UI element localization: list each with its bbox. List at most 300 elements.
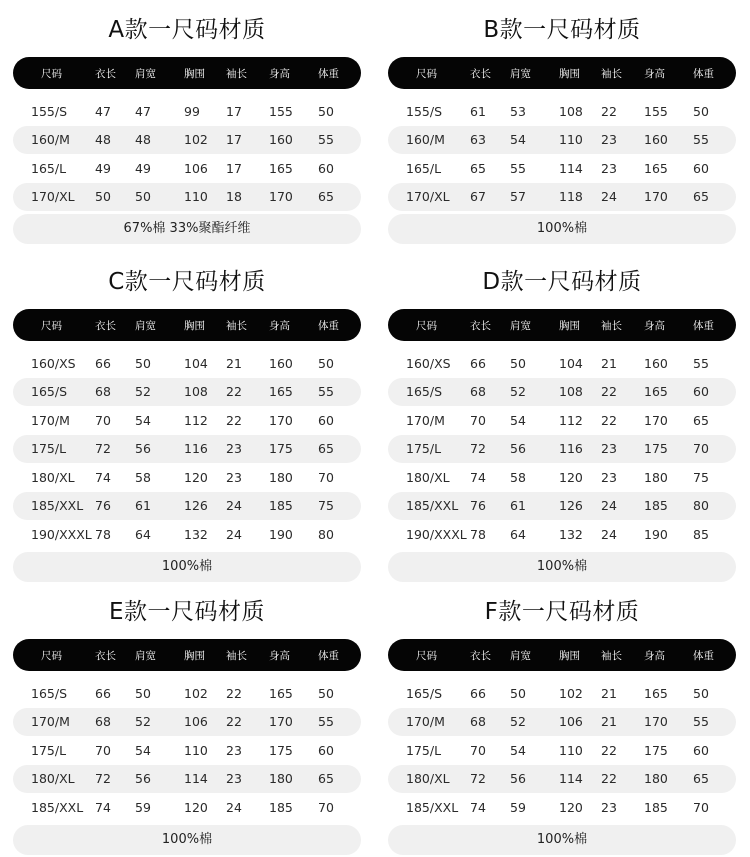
cell-height: 160 xyxy=(644,355,668,371)
cell-weight: 50 xyxy=(318,103,334,119)
cell-size: 170/M xyxy=(31,714,70,730)
cell-height: 170 xyxy=(644,189,668,205)
cell-sleeve: 22 xyxy=(601,742,617,758)
table-row xyxy=(388,435,736,464)
cell-size: 185/XXL xyxy=(406,799,459,815)
header-height: 身高 xyxy=(644,649,665,662)
table-title: C款一尺码材质 xyxy=(108,269,266,295)
cell-chest: 104 xyxy=(184,355,208,371)
cell-sleeve: 18 xyxy=(226,189,242,205)
cell-weight: 50 xyxy=(693,685,709,701)
cell-sleeve: 21 xyxy=(601,355,617,371)
header-length: 衣长 xyxy=(95,649,116,662)
cell-chest: 114 xyxy=(184,771,208,787)
cell-sleeve: 22 xyxy=(601,771,617,787)
cell-height: 160 xyxy=(644,132,668,148)
cell-weight: 80 xyxy=(318,526,334,542)
cell-size: 165/L xyxy=(31,160,67,176)
table-header-row xyxy=(13,57,361,89)
cell-height: 165 xyxy=(269,160,293,176)
cell-height: 185 xyxy=(269,799,293,815)
cell-chest: 118 xyxy=(559,189,583,205)
cell-length: 72 xyxy=(95,441,111,457)
header-sleeve: 袖长 xyxy=(226,319,247,332)
header-height: 身高 xyxy=(644,67,665,80)
cell-chest: 116 xyxy=(184,441,208,457)
cell-height: 170 xyxy=(644,412,668,428)
header-weight: 体重 xyxy=(318,649,339,662)
header-size: 尺码 xyxy=(416,67,437,80)
cell-length: 72 xyxy=(470,771,486,787)
cell-size: 185/XXL xyxy=(31,799,84,815)
size-table-b xyxy=(388,14,736,244)
cell-height: 160 xyxy=(269,355,293,371)
cell-length: 74 xyxy=(470,469,486,485)
cell-shoulder: 52 xyxy=(135,384,151,400)
size-table-c xyxy=(13,266,361,582)
cell-size: 180/XL xyxy=(406,469,450,485)
table-row xyxy=(13,183,361,212)
table-row xyxy=(13,154,361,183)
cell-size: 180/XL xyxy=(31,771,75,787)
cell-size: 185/XXL xyxy=(406,498,459,514)
cell-height: 165 xyxy=(644,685,668,701)
cell-length: 74 xyxy=(95,799,111,815)
cell-length: 63 xyxy=(470,132,486,148)
cell-shoulder: 56 xyxy=(135,771,151,787)
cell-sleeve: 21 xyxy=(601,714,617,730)
cell-size: 160/XS xyxy=(406,355,451,371)
cell-chest: 102 xyxy=(184,685,208,701)
cell-weight: 65 xyxy=(318,771,334,787)
table-title: F款一尺码材质 xyxy=(484,599,640,625)
cell-size: 175/L xyxy=(31,441,67,457)
table-body xyxy=(388,679,736,822)
table-row xyxy=(13,406,361,435)
cell-length: 74 xyxy=(95,469,111,485)
cell-chest: 106 xyxy=(559,714,583,730)
cell-length: 65 xyxy=(470,160,486,176)
cell-height: 165 xyxy=(644,160,668,176)
header-length: 衣长 xyxy=(470,649,491,662)
table-row xyxy=(13,679,361,708)
cell-height: 185 xyxy=(269,498,293,514)
cell-shoulder: 54 xyxy=(135,412,151,428)
cell-weight: 65 xyxy=(318,189,334,205)
cell-sleeve: 24 xyxy=(226,799,242,815)
cell-sleeve: 22 xyxy=(601,103,617,119)
cell-chest: 110 xyxy=(184,189,208,205)
cell-size: 170/M xyxy=(31,412,70,428)
cell-shoulder: 47 xyxy=(135,103,151,119)
cell-length: 68 xyxy=(470,384,486,400)
table-row xyxy=(388,378,736,407)
cell-length: 70 xyxy=(95,412,111,428)
table-row xyxy=(388,406,736,435)
cell-size: 170/XL xyxy=(31,189,75,205)
cell-height: 180 xyxy=(644,771,668,787)
cell-weight: 60 xyxy=(693,160,709,176)
cell-shoulder: 52 xyxy=(510,714,526,730)
cell-length: 78 xyxy=(95,526,111,542)
cell-sleeve: 23 xyxy=(601,441,617,457)
cell-weight: 70 xyxy=(318,799,334,815)
cell-length: 70 xyxy=(470,412,486,428)
cell-chest: 126 xyxy=(184,498,208,514)
header-chest: 胸围 xyxy=(559,649,580,662)
cell-size: 165/S xyxy=(406,685,443,701)
table-row xyxy=(388,736,736,765)
size-table-f xyxy=(388,596,736,855)
header-height: 身高 xyxy=(269,649,290,662)
cell-shoulder: 54 xyxy=(510,132,526,148)
header-size: 尺码 xyxy=(41,67,62,80)
cell-height: 175 xyxy=(644,742,668,758)
cell-length: 68 xyxy=(470,714,486,730)
cell-length: 66 xyxy=(470,685,486,701)
header-weight: 体重 xyxy=(693,319,714,332)
cell-shoulder: 50 xyxy=(510,355,526,371)
cell-weight: 65 xyxy=(693,412,709,428)
table-row xyxy=(388,492,736,521)
cell-size: 190/XXXL xyxy=(406,526,467,542)
cell-shoulder: 64 xyxy=(135,526,151,542)
cell-weight: 55 xyxy=(693,714,709,730)
cell-size: 165/S xyxy=(31,384,68,400)
header-height: 身高 xyxy=(269,319,290,332)
size-table-a xyxy=(13,14,361,244)
cell-height: 165 xyxy=(269,384,293,400)
cell-weight: 65 xyxy=(318,441,334,457)
header-length: 衣长 xyxy=(95,319,116,332)
table-row xyxy=(13,378,361,407)
cell-weight: 70 xyxy=(693,799,709,815)
table-row xyxy=(13,520,361,549)
cell-chest: 120 xyxy=(184,799,208,815)
table-row xyxy=(388,126,736,155)
header-height: 身高 xyxy=(269,67,290,80)
cell-weight: 55 xyxy=(318,384,334,400)
cell-shoulder: 49 xyxy=(135,160,151,176)
cell-weight: 60 xyxy=(693,384,709,400)
cell-weight: 55 xyxy=(318,132,334,148)
cell-sleeve: 17 xyxy=(226,160,242,176)
cell-weight: 50 xyxy=(318,355,334,371)
cell-height: 165 xyxy=(269,685,293,701)
cell-sleeve: 24 xyxy=(601,526,617,542)
cell-size: 160/M xyxy=(406,132,445,148)
header-weight: 体重 xyxy=(693,67,714,80)
cell-chest: 126 xyxy=(559,498,583,514)
cell-chest: 102 xyxy=(184,132,208,148)
cell-size: 175/L xyxy=(31,742,67,758)
header-shoulder: 肩宽 xyxy=(135,67,156,80)
material-note: 67%棉 33%聚酯纤维 xyxy=(13,214,361,244)
cell-size: 165/S xyxy=(406,384,443,400)
cell-weight: 80 xyxy=(693,498,709,514)
material-note: 100%棉 xyxy=(388,825,736,855)
cell-chest: 112 xyxy=(184,412,208,428)
cell-shoulder: 55 xyxy=(510,160,526,176)
cell-weight: 85 xyxy=(693,526,709,542)
cell-sleeve: 23 xyxy=(601,132,617,148)
cell-shoulder: 59 xyxy=(510,799,526,815)
cell-length: 76 xyxy=(470,498,486,514)
table-title: E款一尺码材质 xyxy=(108,599,266,625)
cell-height: 155 xyxy=(644,103,668,119)
cell-size: 185/XXL xyxy=(31,498,84,514)
cell-height: 155 xyxy=(269,103,293,119)
cell-weight: 50 xyxy=(318,685,334,701)
cell-chest: 110 xyxy=(184,742,208,758)
cell-chest: 116 xyxy=(559,441,583,457)
header-chest: 胸围 xyxy=(184,649,205,662)
table-body xyxy=(13,349,361,549)
header-shoulder: 肩宽 xyxy=(510,649,531,662)
cell-sleeve: 22 xyxy=(601,412,617,428)
header-size: 尺码 xyxy=(41,319,62,332)
table-row xyxy=(13,463,361,492)
header-weight: 体重 xyxy=(693,649,714,662)
table-row xyxy=(13,97,361,126)
cell-chest: 120 xyxy=(559,469,583,485)
table-row xyxy=(388,97,736,126)
header-shoulder: 肩宽 xyxy=(135,649,156,662)
table-row xyxy=(13,793,361,822)
cell-height: 180 xyxy=(269,469,293,485)
cell-weight: 60 xyxy=(318,742,334,758)
cell-height: 185 xyxy=(644,799,668,815)
header-sleeve: 袖长 xyxy=(601,319,622,332)
table-row xyxy=(13,492,361,521)
cell-length: 68 xyxy=(95,384,111,400)
cell-shoulder: 54 xyxy=(510,742,526,758)
cell-chest: 120 xyxy=(559,799,583,815)
cell-size: 160/XS xyxy=(31,355,76,371)
cell-weight: 60 xyxy=(318,412,334,428)
cell-height: 180 xyxy=(644,469,668,485)
table-header-row xyxy=(13,639,361,671)
cell-length: 50 xyxy=(95,189,111,205)
header-length: 衣长 xyxy=(470,319,491,332)
header-chest: 胸围 xyxy=(184,67,205,80)
cell-shoulder: 61 xyxy=(135,498,151,514)
cell-size: 155/S xyxy=(406,103,443,119)
cell-sleeve: 21 xyxy=(601,685,617,701)
cell-height: 170 xyxy=(269,714,293,730)
cell-chest: 110 xyxy=(559,132,583,148)
cell-length: 70 xyxy=(470,742,486,758)
table-header-row xyxy=(388,639,736,671)
table-row xyxy=(388,154,736,183)
cell-weight: 60 xyxy=(318,160,334,176)
cell-length: 48 xyxy=(95,132,111,148)
cell-sleeve: 23 xyxy=(226,771,242,787)
cell-size: 180/XL xyxy=(31,469,75,485)
cell-height: 175 xyxy=(269,742,293,758)
cell-shoulder: 54 xyxy=(510,412,526,428)
table-row xyxy=(388,349,736,378)
cell-size: 175/L xyxy=(406,441,442,457)
table-row xyxy=(13,435,361,464)
cell-length: 76 xyxy=(95,498,111,514)
header-sleeve: 袖长 xyxy=(226,649,247,662)
cell-sleeve: 23 xyxy=(601,160,617,176)
cell-size: 175/L xyxy=(406,742,442,758)
table-row xyxy=(13,765,361,794)
cell-size: 170/M xyxy=(406,412,445,428)
table-row xyxy=(388,793,736,822)
cell-length: 66 xyxy=(95,355,111,371)
cell-shoulder: 61 xyxy=(510,498,526,514)
cell-chest: 110 xyxy=(559,742,583,758)
cell-height: 160 xyxy=(269,132,293,148)
cell-height: 175 xyxy=(269,441,293,457)
cell-length: 74 xyxy=(470,799,486,815)
cell-sleeve: 23 xyxy=(601,469,617,485)
table-body xyxy=(388,349,736,549)
cell-weight: 75 xyxy=(693,469,709,485)
cell-shoulder: 56 xyxy=(135,441,151,457)
cell-weight: 65 xyxy=(693,771,709,787)
cell-height: 190 xyxy=(269,526,293,542)
table-row xyxy=(13,126,361,155)
material-note: 100%棉 xyxy=(13,552,361,582)
cell-sleeve: 17 xyxy=(226,132,242,148)
table-header-row xyxy=(13,309,361,341)
table-row xyxy=(388,765,736,794)
cell-weight: 65 xyxy=(693,189,709,205)
cell-weight: 75 xyxy=(318,498,334,514)
cell-height: 190 xyxy=(644,526,668,542)
cell-length: 47 xyxy=(95,103,111,119)
cell-sleeve: 22 xyxy=(226,384,242,400)
cell-shoulder: 53 xyxy=(510,103,526,119)
cell-sleeve: 17 xyxy=(226,103,242,119)
cell-weight: 55 xyxy=(693,355,709,371)
table-title: D款一尺码材质 xyxy=(482,269,642,295)
material-note: 100%棉 xyxy=(388,214,736,244)
cell-chest: 106 xyxy=(184,714,208,730)
cell-sleeve: 22 xyxy=(226,412,242,428)
cell-chest: 108 xyxy=(559,103,583,119)
table-row xyxy=(13,708,361,737)
cell-size: 160/M xyxy=(31,132,70,148)
table-row xyxy=(388,679,736,708)
cell-sleeve: 22 xyxy=(226,714,242,730)
cell-length: 61 xyxy=(470,103,486,119)
cell-shoulder: 54 xyxy=(135,742,151,758)
table-row xyxy=(13,736,361,765)
cell-shoulder: 52 xyxy=(135,714,151,730)
cell-sleeve: 24 xyxy=(601,189,617,205)
cell-weight: 55 xyxy=(318,714,334,730)
cell-length: 67 xyxy=(470,189,486,205)
header-size: 尺码 xyxy=(416,649,437,662)
cell-chest: 104 xyxy=(559,355,583,371)
cell-shoulder: 56 xyxy=(510,441,526,457)
table-body xyxy=(388,97,736,211)
cell-sleeve: 24 xyxy=(226,498,242,514)
cell-size: 165/L xyxy=(406,160,442,176)
cell-chest: 106 xyxy=(184,160,208,176)
header-sleeve: 袖长 xyxy=(226,67,247,80)
cell-size: 165/S xyxy=(31,685,68,701)
header-length: 衣长 xyxy=(95,67,116,80)
table-row xyxy=(13,349,361,378)
cell-shoulder: 50 xyxy=(135,189,151,205)
cell-length: 49 xyxy=(95,160,111,176)
cell-height: 170 xyxy=(644,714,668,730)
cell-sleeve: 22 xyxy=(601,384,617,400)
header-chest: 胸围 xyxy=(184,319,205,332)
cell-chest: 99 xyxy=(184,103,200,119)
cell-height: 170 xyxy=(269,412,293,428)
table-row xyxy=(388,520,736,549)
cell-shoulder: 56 xyxy=(510,771,526,787)
table-header-row xyxy=(388,309,736,341)
cell-chest: 108 xyxy=(559,384,583,400)
cell-size: 180/XL xyxy=(406,771,450,787)
cell-chest: 132 xyxy=(559,526,583,542)
cell-height: 180 xyxy=(269,771,293,787)
cell-shoulder: 58 xyxy=(135,469,151,485)
cell-weight: 70 xyxy=(318,469,334,485)
material-note: 100%棉 xyxy=(388,552,736,582)
header-weight: 体重 xyxy=(318,319,339,332)
cell-length: 72 xyxy=(470,441,486,457)
cell-length: 66 xyxy=(470,355,486,371)
cell-shoulder: 52 xyxy=(510,384,526,400)
cell-sleeve: 24 xyxy=(226,526,242,542)
cell-shoulder: 50 xyxy=(135,685,151,701)
table-row xyxy=(388,463,736,492)
cell-size: 170/XL xyxy=(406,189,450,205)
header-height: 身高 xyxy=(644,319,665,332)
cell-sleeve: 24 xyxy=(601,498,617,514)
cell-sleeve: 23 xyxy=(226,742,242,758)
table-row xyxy=(388,708,736,737)
header-chest: 胸围 xyxy=(559,67,580,80)
cell-shoulder: 50 xyxy=(510,685,526,701)
table-row xyxy=(388,183,736,212)
cell-shoulder: 64 xyxy=(510,526,526,542)
cell-sleeve: 21 xyxy=(226,355,242,371)
cell-weight: 55 xyxy=(693,132,709,148)
header-sleeve: 袖长 xyxy=(601,649,622,662)
cell-weight: 70 xyxy=(693,441,709,457)
cell-weight: 50 xyxy=(693,103,709,119)
cell-shoulder: 48 xyxy=(135,132,151,148)
cell-length: 78 xyxy=(470,526,486,542)
cell-height: 165 xyxy=(644,384,668,400)
header-shoulder: 肩宽 xyxy=(510,319,531,332)
header-size: 尺码 xyxy=(416,319,437,332)
table-title: A款一尺码材质 xyxy=(108,17,266,43)
cell-chest: 120 xyxy=(184,469,208,485)
cell-chest: 112 xyxy=(559,412,583,428)
header-length: 衣长 xyxy=(470,67,491,80)
cell-length: 72 xyxy=(95,771,111,787)
cell-size: 170/M xyxy=(406,714,445,730)
cell-shoulder: 58 xyxy=(510,469,526,485)
cell-chest: 114 xyxy=(559,160,583,176)
cell-shoulder: 57 xyxy=(510,189,526,205)
header-weight: 体重 xyxy=(318,67,339,80)
cell-weight: 60 xyxy=(693,742,709,758)
header-chest: 胸围 xyxy=(559,319,580,332)
cell-size: 190/XXXL xyxy=(31,526,92,542)
